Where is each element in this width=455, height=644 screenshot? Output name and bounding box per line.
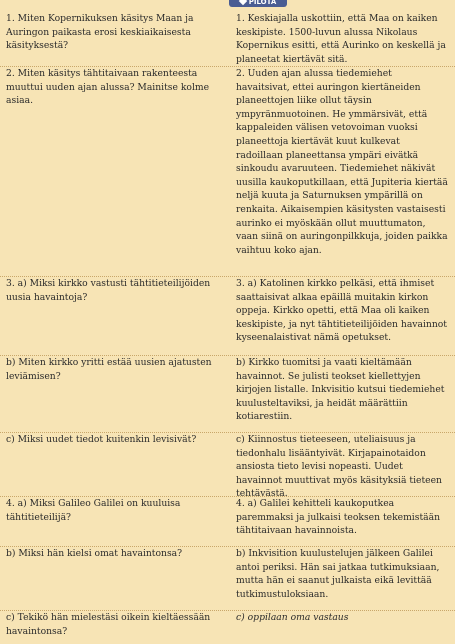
diamond-icon xyxy=(238,0,246,5)
qa-row-5 xyxy=(0,432,455,500)
question-4b: b) Miksi hän kielsi omat havaintonsa? xyxy=(6,548,183,559)
answer-1: 1. Keskiajalla uskottiin, että Maa on kaiken keskipiste. 1500-luvun alussa Nikolaus Kopernikus esitti, että Aurinko on keskellä ja planeetat kiertävät sitä. xyxy=(236,13,446,65)
answer-4a: 4. a) Galilei kehitteli kaukoputkea paremmaksi ja julkaisi teoksen tekemistään tähtitaivaan havainnoista. xyxy=(236,498,441,537)
question-3b: b) Miten kirkko yritti estää uusien ajatusten leviämisen? xyxy=(6,357,212,382)
answer-4b: b) Inkvisition kuulustelujen jälkeen Galilei antoi periksi. Hän sai jatkaa tutkimuksiaan, mutta hän ei saanut julkaista eikä levittää tutkimustuloksiaan. xyxy=(236,548,440,600)
question-3a: 3. a) Miksi kirkko vastusti tähtitieteilijöiden uusia havaintoja? xyxy=(6,278,211,303)
question-3c: c) Miksi uudet tiedot kuitenkin levisivät? xyxy=(6,434,197,445)
question-4a: 4. a) Miksi Galileo Galilei on kuuluisa tähtitieteilijä? xyxy=(6,498,181,523)
qa-row-6 xyxy=(0,496,455,537)
answer-3c: c) Kiinnostus tieteeseen, uteliaisuus ja tiedonhalu lisääntyivät. Kirjapainotaidon ansiosta tieto levisi nopeasti. Uudet havainnot muuttivat myös käsityksiä tieteen tehtävästä. xyxy=(236,434,442,500)
answer-4c: c) oppilaan oma vastaus xyxy=(236,612,349,623)
qa-row-2 xyxy=(0,66,455,256)
qa-row-8 xyxy=(0,610,455,637)
answer-3b: b) Kirkko tuomitsi ja vaati kieltämään havainnot. Se julisti teokset kiellettyjen kirjojen listalle. Inkvisitio kutsui tiedemiehet kuulusteltaviksi, ja heidät määrättiin kotiarestiin. xyxy=(236,357,445,423)
qa-row-4 xyxy=(0,355,455,423)
pilota-tab[interactable] xyxy=(229,0,287,7)
question-2: 2. Miten käsitys tähtitaivaan rakenteesta muuttui uuden ajan alussa? Mainitse kolme asiaa. xyxy=(6,68,210,107)
question-1: 1. Miten Kopernikuksen käsitys Maan ja Auringon paikasta erosi keskiaikaisesta käsityksestä? xyxy=(6,13,194,52)
tab-label: PILOTA xyxy=(248,0,277,6)
qa-row-7 xyxy=(0,546,455,600)
answer-2: 2. Uuden ajan alussa tiedemiehet havaitsivat, ettei auringon kiertäneiden planeettojen liike ollut täysin ympyränmuotoinen. He ymmärsivät, että kappaleiden välisen vetovoiman vuoksi planeettoja kiertävät kuut kulkevat radoillaan planeettansa ympäri eivätkä sinkoudu avaruuteen. Tiedemiehet näkivät uusilla kaukoputkillaan, että Jupiteria kiertää neljä kuuta ja Saturnuksen ympärillä on renkaita. Aikaisempien käsitysten vastaisesti aurinko ei myöskään ollut muuttumaton, vaan siinä on auringonpilkkuja, joiden paikka vaihtuu koko ajan. xyxy=(236,68,448,256)
answer-3a: 3. a) Katolinen kirkko pelkäsi, että ihmiset saattaisivat alkaa epäillä muitakin kirkon oppeja. Kirkko opetti, että Maa oli kaiken keskipiste, ja nyt tähtitieteilijöiden havainnot kyseenalaistivat nämä opetukset. xyxy=(236,278,447,344)
question-4c: c) Tekikö hän mielestäsi oikein kieltäessään havaintonsa? xyxy=(6,612,211,637)
qa-row-3 xyxy=(0,276,455,344)
